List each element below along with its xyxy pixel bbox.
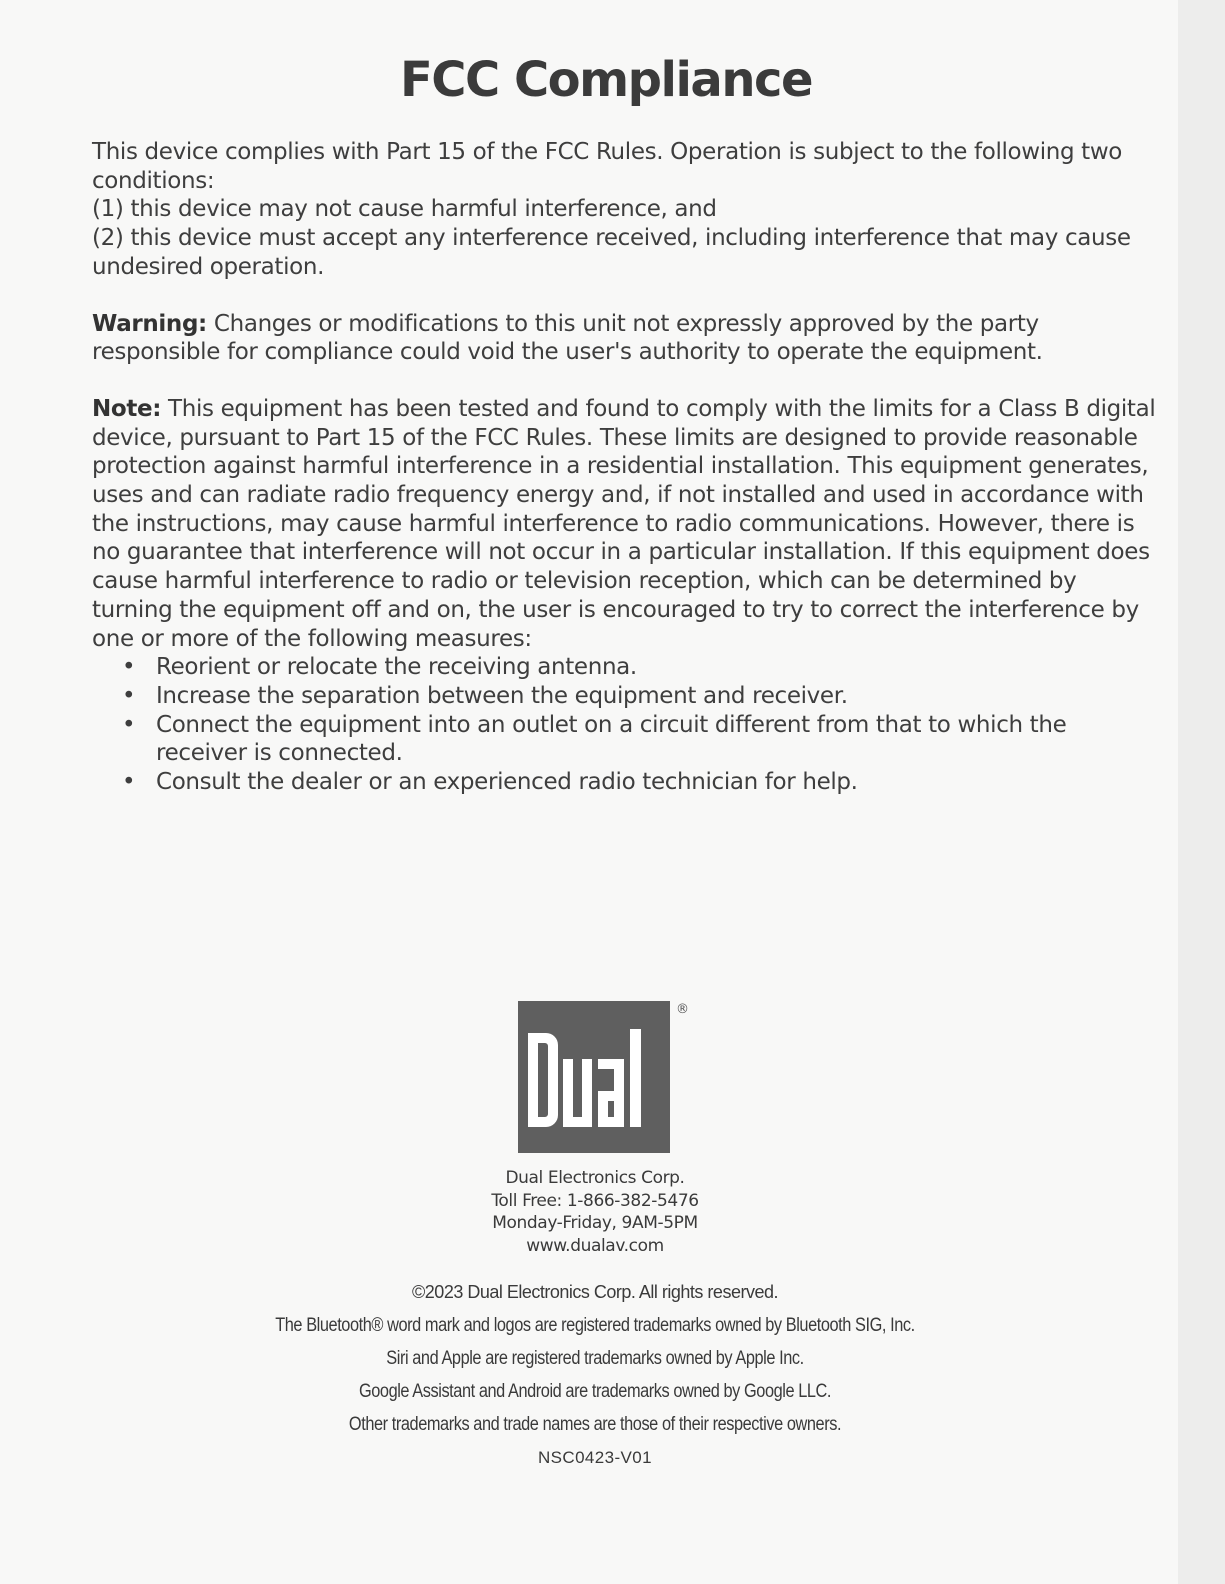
legal-notices — [0, 1276, 1190, 1474]
intro-paragraph: This device complies with Part 15 of the FCC Rules. Operation is subject to the following two conditions: — [92, 139, 1123, 194]
measures-list — [92, 653, 1162, 797]
dual-logo-icon — [518, 1001, 670, 1153]
fcc-statement — [92, 138, 1162, 797]
scan-edge — [1178, 0, 1225, 1584]
apple-trademark: Siri and Apple are registered trademarks owned by Apple Inc. — [386, 1348, 804, 1369]
document-code: NSC0423-V01 — [537, 1448, 653, 1467]
list-item: • Connect the equipment into an outlet on a circuit different from that to which the receiver is connected. — [156, 711, 1162, 768]
google-trademark: Google Assistant and Android are trademarks owned by Google LLC. — [358, 1381, 832, 1402]
copyright-line: ©2023 Dual Electronics Corp. All rights reserved. — [412, 1282, 778, 1302]
page-title: FCC Compliance — [399, 52, 812, 108]
warning-paragraph — [92, 310, 1162, 367]
dual-logo — [518, 1001, 670, 1153]
list-item: • Increase the separation between the equipment and receiver. — [156, 682, 1162, 711]
registered-mark: ® — [676, 1002, 689, 1017]
note-label: Note: — [92, 395, 162, 422]
note-text: This equipment has been tested and found to comply with the limits for a Class B digital device, pursuant to Part 15 of the FCC Rules. These limits are designed to provide reasonable protection against harmful interference in a residential installation. This equipment generates, uses and can radiate radio frequency energy and, if not installed and used in accordance with the instructions, may cause harmful interference to radio communications. However, there is no guarantee that interference will not occur in a particular installation. If this equipment does cause harmful interference to radio or television reception, which can be determined by turning the equipment off and on, the user is encouraged to try to correct the interference by one or more of the following measures: — [92, 395, 1156, 652]
condition-2: (2) this device must accept any interference received, including interference that may cause undesired operation. — [92, 225, 1131, 280]
warning-text: Changes or modifications to this unit not expressly approved by the party responsible for compliance could void the user's authority to operate the equipment. — [92, 310, 1043, 366]
list-item: • Reorient or relocate the receiving antenna. — [156, 653, 1162, 682]
website-link: www.dualav.com — [526, 1235, 664, 1256]
list-item: • Consult the dealer or an experienced radio technician for help. — [156, 768, 1162, 797]
contact-block — [0, 1167, 1190, 1257]
other-trademarks: Other trademarks and trade names are those of their respective owners. — [348, 1414, 842, 1435]
condition-1: (1) this device may not cause harmful interference, and — [92, 196, 717, 223]
bluetooth-trademark: The Bluetooth® word mark and logos are registered trademarks owned by Bluetooth SIG, Inc. — [275, 1315, 915, 1336]
toll-free-phone: Toll Free: 1-866-382-5476 — [491, 1190, 699, 1211]
warning-label: Warning: — [92, 310, 207, 337]
note-paragraph — [92, 395, 1162, 653]
company-name: Dual Electronics Corp. — [505, 1168, 685, 1188]
business-hours: Monday-Friday, 9AM-5PM — [492, 1213, 698, 1233]
